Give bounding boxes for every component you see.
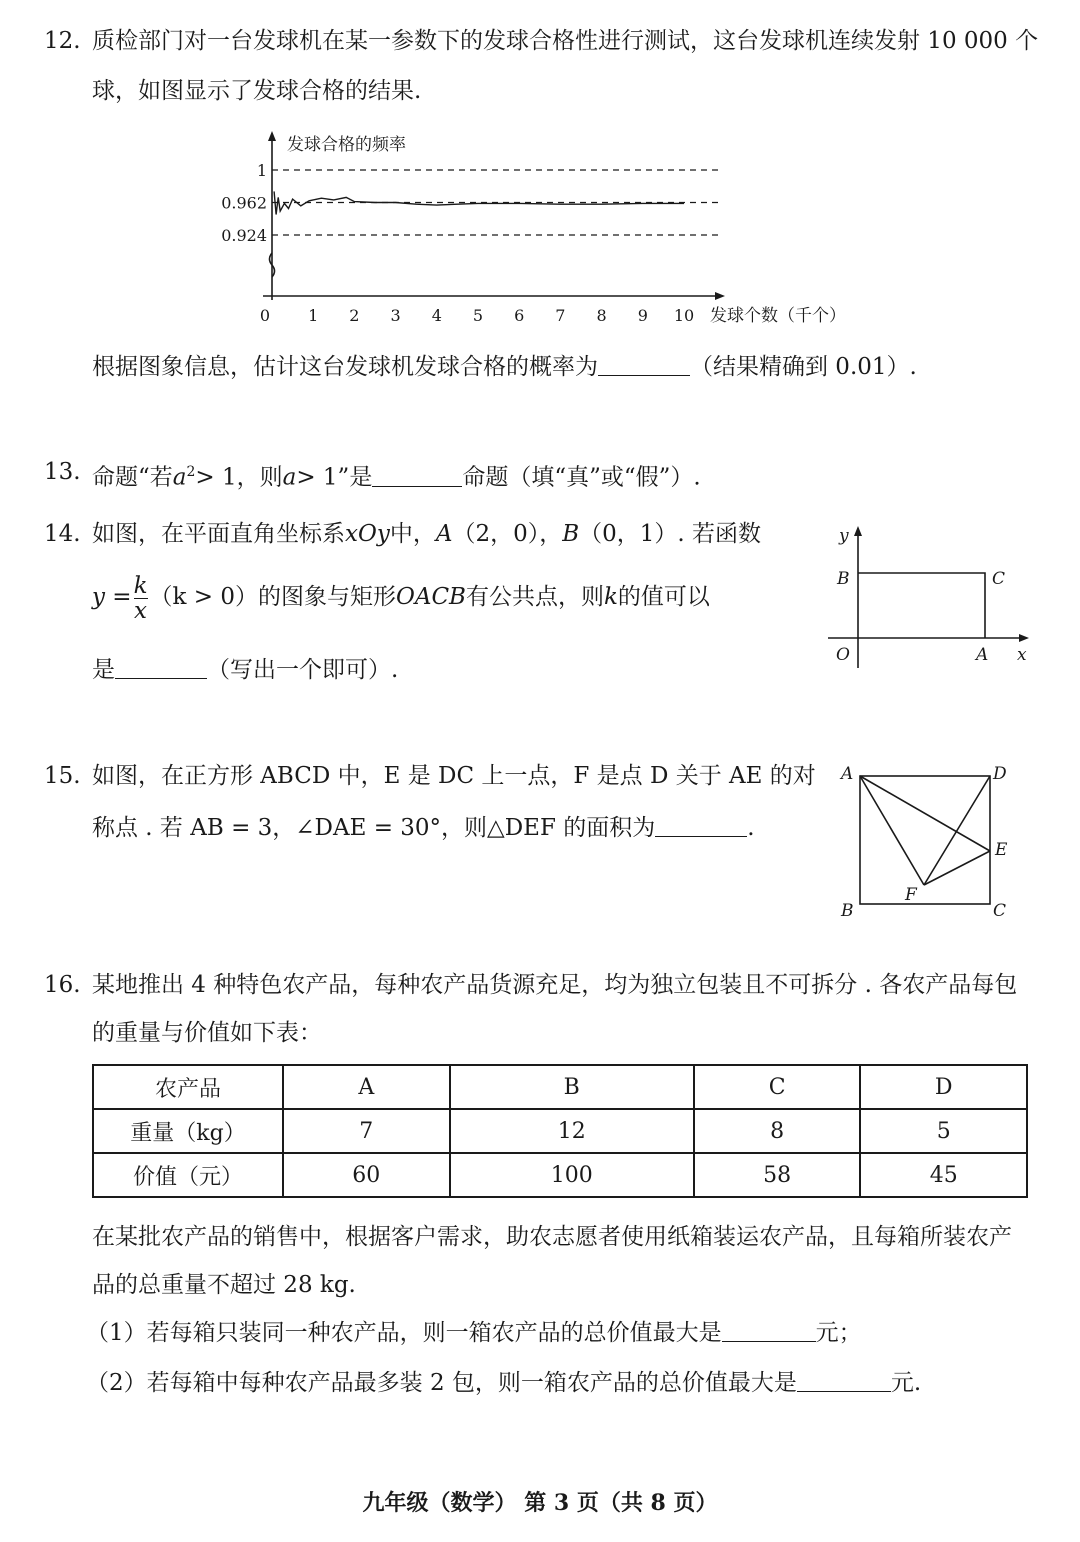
- q15-label-e: E: [995, 840, 1008, 860]
- table-header-cell: A: [283, 1065, 450, 1109]
- x-tick-label: 0: [259, 306, 271, 325]
- q14-label-y: y: [839, 526, 849, 546]
- q15-label-b: B: [841, 901, 854, 921]
- x-axis-label: 发球个数（千个）: [710, 306, 846, 326]
- frequency-series-line: [274, 191, 684, 214]
- q14-label-c: C: [992, 569, 1006, 589]
- x-tick-label: 4: [431, 306, 442, 325]
- x-tick-label: 5: [472, 306, 484, 325]
- table-cell: 100: [450, 1153, 694, 1197]
- q14-condition: （k > 0）: [149, 584, 258, 610]
- q12-line1: 质检部门对一台发球机在某一参数下的发球合格性进行测试，这台发球机连续发射 10 000 个: [92, 28, 1039, 54]
- q14-rectangle-oacb: [858, 573, 985, 638]
- q14-label-x: x: [1017, 645, 1027, 665]
- table-header-cell: C: [694, 1065, 861, 1109]
- q15-label-f: F: [905, 885, 917, 905]
- q16-line2: 的重量与价值如下表：: [92, 1020, 322, 1046]
- q12-question-end: （结果精确到 0.01）.: [690, 354, 917, 380]
- q12-line2: 球，如图显示了发球合格的结果.: [92, 78, 422, 104]
- q15-segment-ae: [860, 776, 990, 851]
- q15-answer-blank[interactable]: [655, 814, 747, 837]
- q14-y-arrow: [854, 526, 862, 536]
- y-axis-label: 发球合格的频率: [287, 135, 406, 155]
- x-axis-arrow: [715, 292, 725, 300]
- y-tick-label: 1: [256, 161, 267, 180]
- product-table: [92, 1064, 1028, 1198]
- x-tick-label: 10: [673, 306, 695, 325]
- frequency-chart: [215, 128, 855, 328]
- q16-number: 16.: [44, 972, 81, 998]
- q14-frac-den: x: [134, 597, 148, 624]
- q13-exponent: 2: [186, 464, 196, 480]
- x-tick-label: 1: [308, 306, 319, 325]
- table-cell: 7: [283, 1109, 450, 1153]
- q14-y-equals: y =: [92, 584, 132, 610]
- q16-sub1-unit: 元；: [815, 1320, 862, 1346]
- q14-text-c: 的图象与矩形: [257, 584, 396, 610]
- q16-line3: 在某批农产品的销售中，根据客户需求，助农志愿者使用纸箱装运农产品，且每箱所装农产: [92, 1224, 1012, 1250]
- q15-line1: 如图，在正方形 ABCD 中，E 是 DC 上一点，F 是点 D 关于 AE 的对: [92, 763, 816, 789]
- q14-text-d: 有公共点，则: [465, 584, 604, 610]
- q13-answer-blank[interactable]: [372, 464, 462, 487]
- q14-label-b: B: [837, 569, 850, 589]
- q14-point-b: B: [562, 521, 580, 547]
- q12-question: 根据图象信息，估计这台发球机发球合格的概率为: [92, 354, 598, 380]
- q15-number: 15.: [44, 763, 81, 789]
- q13-var-a2: a: [282, 464, 297, 491]
- q16-sub1-blank[interactable]: [722, 1319, 816, 1342]
- table-header-cell: 农产品: [93, 1065, 283, 1109]
- q16-sub2: （2）若每箱中每种农产品最多装 2 包，则一箱农产品的总价值最大是: [86, 1370, 797, 1396]
- y-axis-arrow: [268, 131, 276, 141]
- page-footer: 九年级（数学） 第 3 页（共 8 页）: [362, 1490, 718, 1516]
- table-cell: 重量（kg）: [93, 1109, 283, 1153]
- q15-line2: 称点 . 若 AB = 3，∠DAE = 30°，则△DEF 的面积为: [92, 815, 656, 841]
- q13-text-b: > 1，则: [195, 464, 283, 491]
- table-header-row: [93, 1065, 1027, 1109]
- q12-answer-blank[interactable]: [598, 353, 690, 376]
- q14-number: 14.: [44, 521, 81, 547]
- table-cell: 5: [860, 1109, 1027, 1153]
- x-tick-label: 6: [514, 306, 525, 325]
- q15-line2-end: .: [747, 815, 755, 841]
- q14-point-b-coord: （0，1）. 若函数: [579, 521, 762, 547]
- y-tick-label: 0.962: [221, 193, 267, 213]
- q13-var-a: a: [172, 464, 187, 491]
- q14-k: k: [603, 584, 618, 610]
- q14-label-a: A: [976, 645, 989, 665]
- table-header-cell: D: [860, 1065, 1027, 1109]
- x-tick-label: 9: [637, 306, 648, 325]
- q13-number: 13.: [44, 459, 81, 485]
- y-tick-label: 0.924: [221, 226, 267, 245]
- q15-square-figure: [835, 758, 1015, 923]
- x-tick-label: 2: [349, 306, 360, 325]
- x-tick-label: 8: [596, 306, 607, 325]
- q13-text-c: > 1”是: [296, 464, 373, 491]
- table-cell: 8: [694, 1109, 861, 1153]
- q14-frac-num: k: [133, 572, 148, 599]
- table-cell: 45: [860, 1153, 1027, 1197]
- table-cell: 60: [283, 1153, 450, 1197]
- q14-coordinate-figure: [825, 520, 1045, 670]
- table-row: [93, 1109, 1027, 1153]
- q14-x-arrow: [1019, 634, 1029, 642]
- q14-point-a-coord: （2，0），: [452, 521, 563, 547]
- q15-label-a: A: [841, 764, 854, 784]
- table-cell: 价值（元）: [93, 1153, 283, 1197]
- q16-sub1: （1）若每箱只装同一种农产品，则一箱农产品的总价值最大是: [86, 1320, 722, 1346]
- q15-label-c: C: [993, 901, 1007, 921]
- q14-text-f: 是: [92, 657, 115, 683]
- q16-sub2-unit: 元.: [890, 1370, 922, 1396]
- q14-text: 如图，在平面直角坐标系: [92, 521, 345, 547]
- x-tick-label: 3: [390, 306, 401, 325]
- table-header-cell: B: [450, 1065, 694, 1109]
- q14-text-e: 的值可以: [617, 584, 710, 610]
- q13-text-d: 命题（填“真”或“假”）.: [462, 464, 701, 491]
- table-cell: 12: [450, 1109, 694, 1153]
- q14-rect-name: OACB: [395, 584, 466, 610]
- q14-xoy: xOy: [345, 521, 390, 547]
- x-tick-label: 7: [555, 306, 566, 325]
- q12-number: 12.: [44, 28, 81, 54]
- q14-answer-blank[interactable]: [115, 656, 207, 679]
- q14-point-a: A: [435, 521, 453, 547]
- q14-fraction: [134, 574, 148, 623]
- q14-text-b: 中，: [389, 521, 436, 547]
- q14-label-o: O: [836, 645, 850, 665]
- q15-label-d: D: [993, 764, 1007, 784]
- q16-sub2-blank[interactable]: [797, 1369, 891, 1392]
- q16-line1: 某地推出 4 种特色农产品，每种农产品货源充足，均为独立包装且不可拆分 . 各农产品每包: [92, 972, 1018, 998]
- table-cell: 58: [694, 1153, 861, 1197]
- q14-text-g: （写出一个即可）.: [207, 657, 399, 683]
- table-row: [93, 1153, 1027, 1197]
- q13-text: 命题“若: [92, 464, 173, 491]
- q15-segment-af: [860, 776, 924, 885]
- q16-line4: 品的总重量不超过 28 kg.: [92, 1272, 356, 1298]
